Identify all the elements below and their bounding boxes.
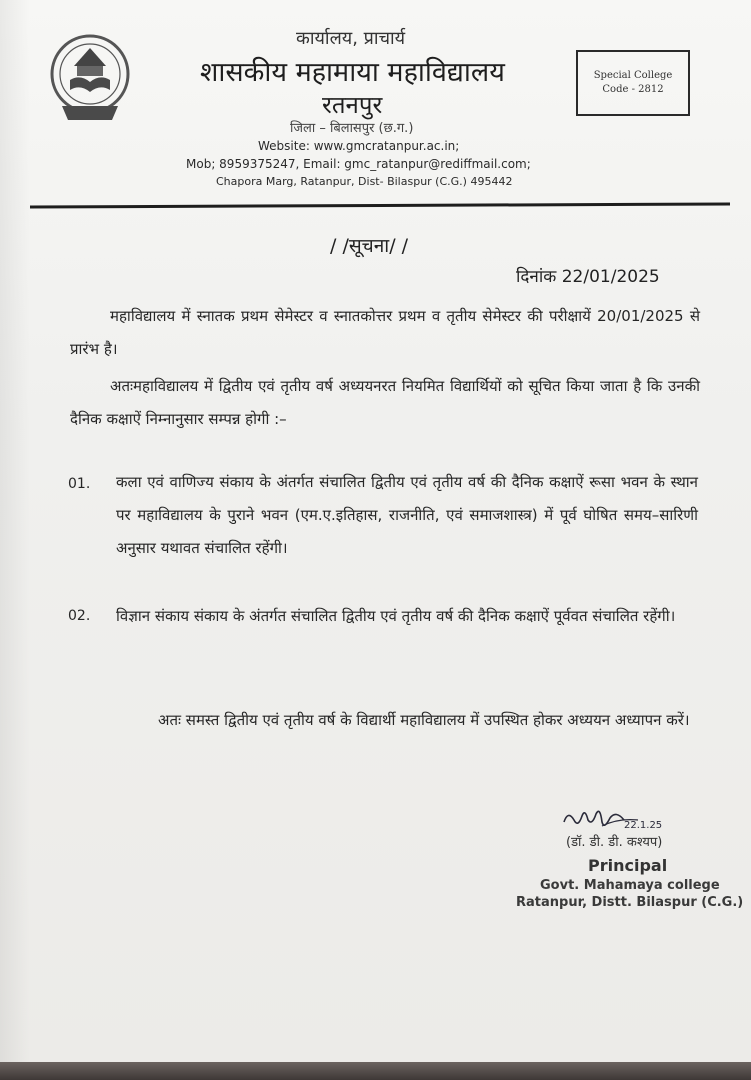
code-label: Special College [593,70,673,81]
college-code-box [576,50,690,116]
item-arts-commerce: कला एवं वाणिज्य संकाय के अंतर्गत संचालित द्वितीय एवं तृतीय वर्ष की दैनिक कक्षाऐं रूसा भवन के स्थान पर महाविद्यालय के पुराने भवन (एम.ए.इतिहास, राजनीति, एवं समाजशास्त्र) में पूर्व घोषित समय–सारिणी अनुसार यथावत संचालित रहेंगी। [116,473,698,557]
paragraph-closing: अतः समस्त द्वितीय एवं तृतीय वर्ष के विद्यार्थी महाविद्यालय में उपस्थित होकर अध्ययन अध्यापन करें। [158,711,690,729]
college-emblem-icon [46,30,134,140]
address-line: Chapora Marg, Ratanpur, Dist- Bilaspur (C.G.) 495442 [216,175,513,188]
header-divider [30,202,730,208]
stamp-org: Govt. Mahamaya college [540,878,720,893]
item-science: विज्ञान संकाय संकाय के अंतर्गत संचालित द्वितीय एवं तृतीय वर्ष की दैनिक कक्षाऐं पूर्ववत संचालित रहेंगी। [116,607,676,625]
signature-date: 22.1.25 [624,820,663,831]
code-value: Code - 2812 [602,84,664,95]
principal-name: (डॉ. डी. डी. कश्यप) [566,835,663,850]
college-name: शासकीय महामाया महाविद्यालय [200,57,505,88]
principal-title: Principal [588,856,668,875]
stamp-location: Ratanpur, Distt. Bilaspur (C.G.) [516,895,744,910]
paragraph-intro: अतःमहाविद्यालय में द्वितीय एवं तृतीय वर्ष अध्ययनरत नियमित विद्यार्थियों को सूचित किया जाता है कि उनकी दैनिक कक्षाऐं निम्नानुसार सम्पन्न होगी :– [70,377,700,428]
item-number: 01. [68,476,91,492]
district-line: जिला – बिलासपुर (छ.ग.) [290,121,414,136]
notice-date: दिनांक 22/01/2025 [516,267,660,287]
contact-line: Mob; 8959375247, Email: gmc_ratanpur@rediffmail.com; [186,157,531,171]
notice-heading: / /सूचना/ / [330,235,409,257]
item-number: 02. [68,608,91,624]
website-line: Website: www.gmcratanpur.ac.in; [258,139,460,153]
table-surface [0,1062,751,1080]
page-shadow [0,0,30,1062]
office-title: कार्यालय, प्राचार्य [296,28,406,49]
paragraph-exam-schedule: महाविद्यालय में स्नातक प्रथम सेमेस्टर व स्नातकोत्तर प्रथम व तृतीय सेमेस्टर की परीक्षायें 20/01/2025 से प्रारंभ है। [70,307,700,358]
college-city: रतनपुर [322,91,383,119]
